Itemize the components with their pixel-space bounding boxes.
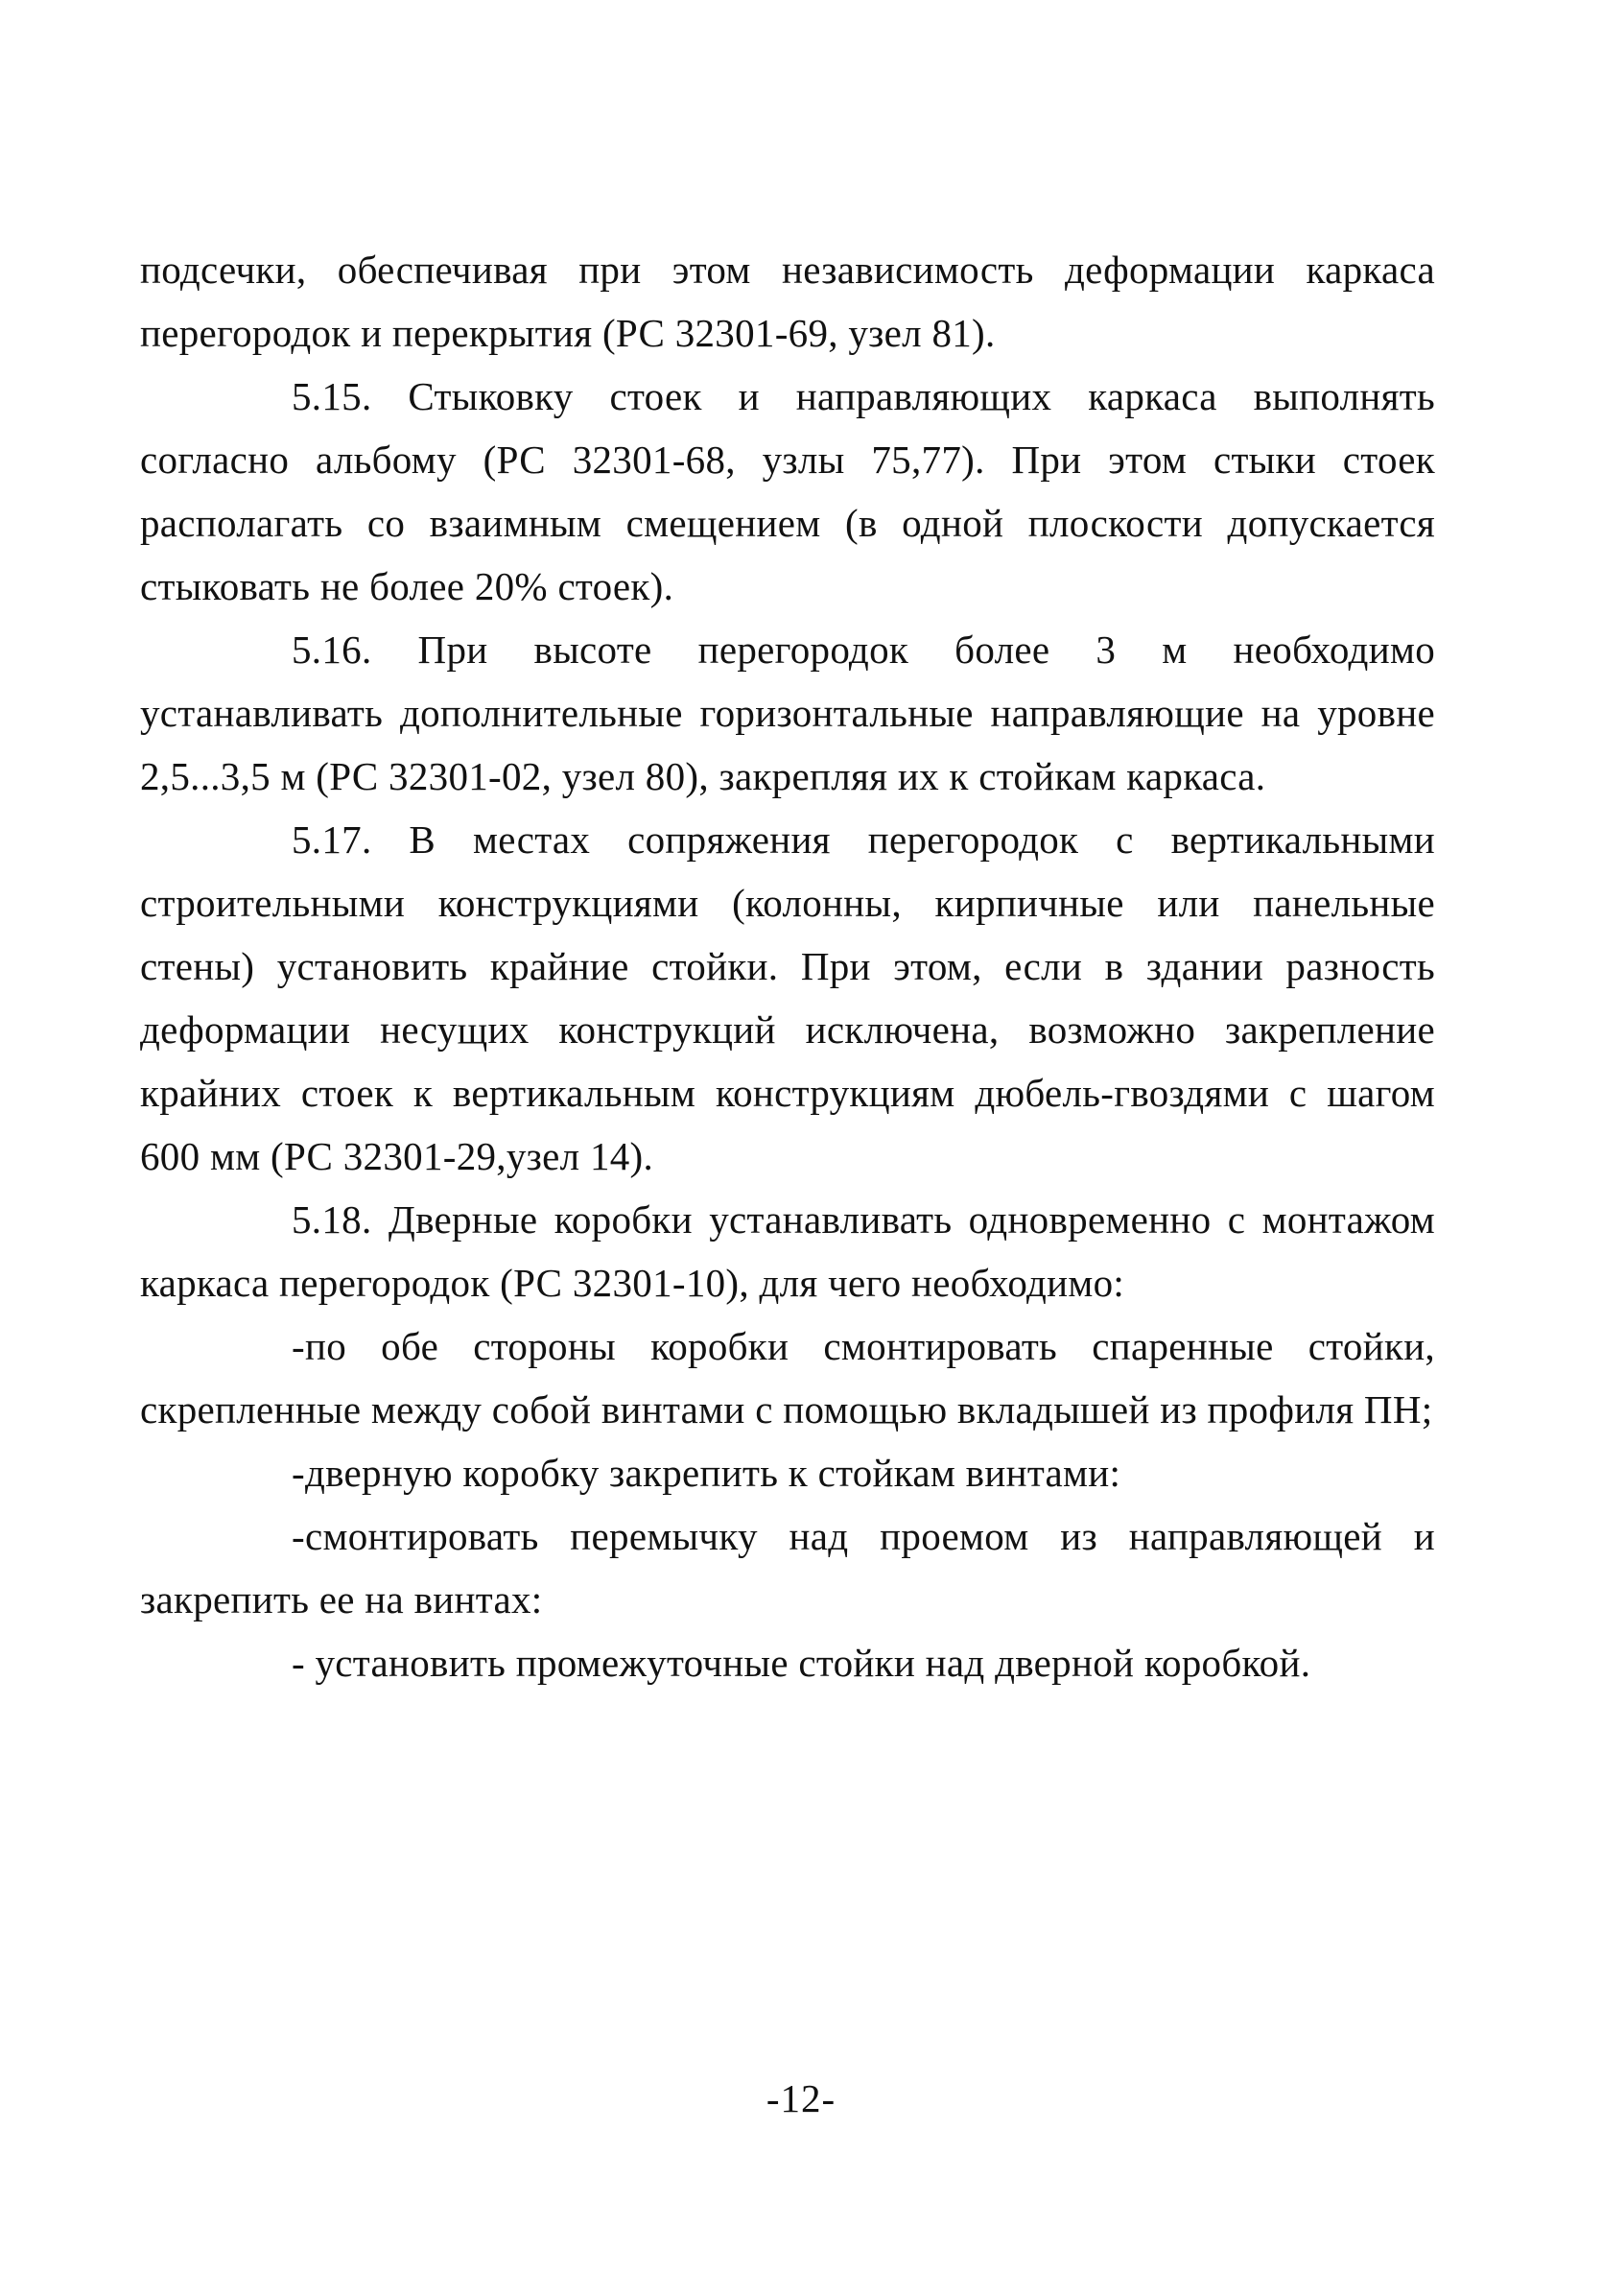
list-item-install-intermediate-studs: - установить промежуточные стойки над дверной коробкой. (292, 1641, 1311, 1685)
paragraph-5-15: 5.15. Стыковку стоек и направляющих каркаса выполнять согласно альбому (РС 32301-68, узлы 75,77). При этом стыки стоек располагать со взаимным смещением (в одной плоскости допускается стыковать не более 20% стоек). (140, 374, 1435, 608)
paragraph-5-18: 5.18. Дверные коробки устанавливать одновременно с монтажом каркаса перегородок (РС 32301-10), для чего необходимо: (140, 1197, 1435, 1305)
paragraph-5-16: 5.16. При высоте перегородок более 3 м необходимо устанавливать дополнительные горизонтальные направляющие на уровне 2,5...3,5 м (РС 32301-02, узел 80), закрепляя их к стойкам каркаса. (140, 627, 1435, 798)
paragraph-continuation: подсечки, обеспечивая при этом независимость деформации каркаса перегородок и перекрытия (РС 32301-69, узел 81). (140, 248, 1435, 355)
paragraph-5-17: 5.17. В местах сопряжения перегородок с вертикальными строительными конструкциями (колонны, кирпичные или панельные стены) установить крайние стойки. При этом, если в здании разность деформации несущих конструкций исключена, возможно закрепление крайних стоек к вертикальным конструкциям дюбель-гвоздями с шагом 600 мм (РС 32301-29,узел 14). (140, 817, 1435, 1178)
document-body (140, 238, 1435, 1694)
list-item-fix-door-frame: -дверную коробку закрепить к стойкам винтами: (292, 1451, 1121, 1495)
list-item-mount-lintel: -смонтировать перемычку над проемом из направляющей и закрепить ее на винтах: (140, 1514, 1435, 1621)
list-item-mount-paired-studs: -по обе стороны коробки смонтировать спаренные стойки, скрепленные между собой винтами с помощью вкладышей из профиля ПН; (140, 1324, 1435, 1432)
page-number: -12- (766, 2076, 836, 2120)
